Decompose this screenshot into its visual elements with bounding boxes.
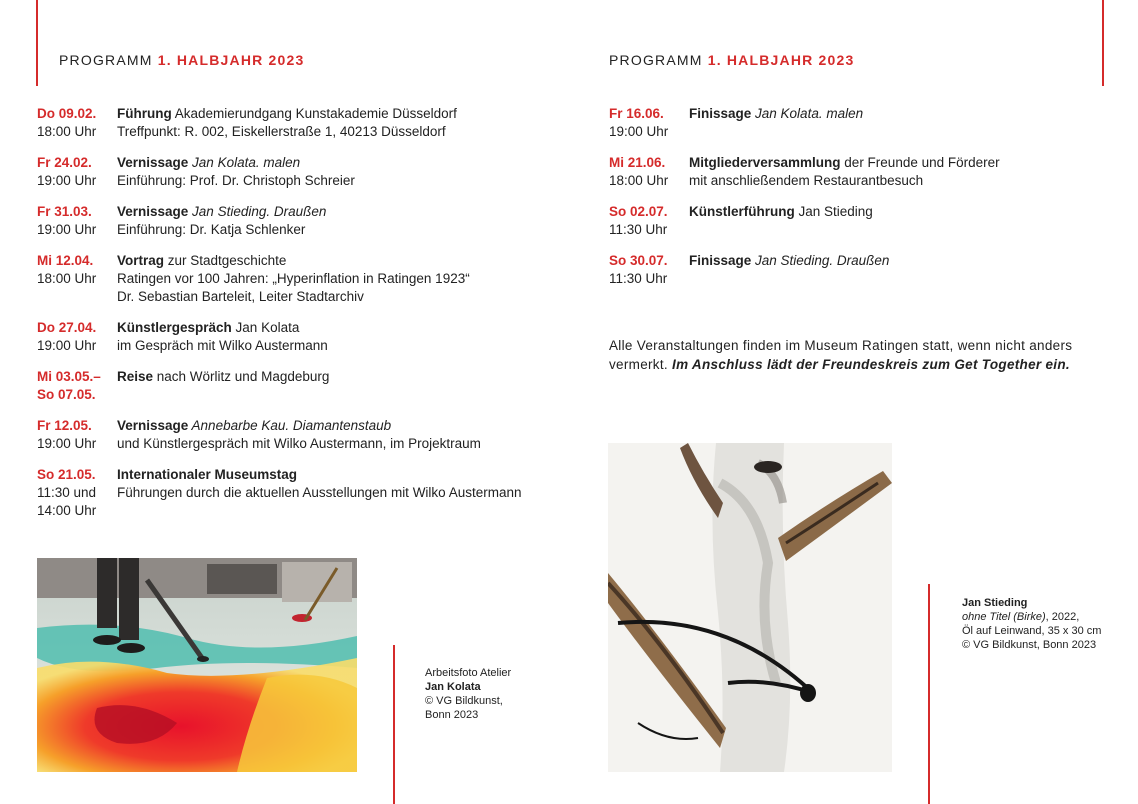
program-heading [59,52,305,68]
caption-artist: Jan Kolata [425,681,481,693]
event-title-line [117,466,547,484]
event-when [37,105,117,141]
caption-work-year: , 2022, [1045,611,1080,623]
event-item [37,368,547,404]
event-detail-line: im Gespräch mit Wilko Austermann [117,338,328,353]
event-exhibition-title: Jan Kolata. malen [751,106,864,121]
caption-year: Bonn 2023 [425,709,479,721]
caption-red-rule-left [393,645,395,804]
event-title-line [689,105,1119,123]
photo-caption-right [962,596,1101,652]
event-item [37,252,547,306]
venue-notice [609,336,1099,374]
event-time: 18:00 Uhr [609,173,669,188]
event-item [609,154,1119,190]
heading-prefix: PROGRAMM [59,52,153,68]
event-description [117,417,547,453]
event-title-rest: der Freunde und Förderer [840,155,1000,170]
event-date: Do 09.02. [37,106,97,121]
event-title-line [117,252,547,270]
caption-medium: Öl auf Leinwand, 35 x 30 cm [962,625,1102,637]
event-when [609,154,689,190]
event-title-line [117,368,547,386]
event-date: Fr 16.06. [609,106,664,121]
event-exhibition-title: Jan Stieding. Draußen [188,204,327,219]
right-page [569,0,1138,804]
event-when [609,105,689,141]
caption-artist: Jan Stieding [962,597,1028,609]
event-item [609,203,1119,239]
event-detail-line: mit anschließendem Restaurantbesuch [689,173,924,188]
event-title-line [117,319,547,337]
notice-text: Alle Veranstaltungen finden im Museum Ratingen statt, wenn nicht anders vermerkt. [609,338,1073,372]
event-when [37,252,117,306]
event-title-line [689,154,1119,172]
event-time: 19:00 Uhr [37,436,97,451]
event-title-rest: Akademierundgang Kunstakademie Düsseldorf [171,106,457,121]
event-date: Fr 24.02. [37,155,92,170]
event-time: 18:00 Uhr [37,271,97,286]
event-title-rest: zur Stadtgeschichte [164,253,287,268]
event-list [37,105,547,533]
event-title: Finissage [689,253,752,268]
event-title-rest: Jan Stieding [794,204,873,219]
event-time: 18:00 Uhr [37,124,97,139]
event-detail-line: Einführung: Dr. Katja Schlenker [117,222,306,237]
painting-floor-image [37,558,357,772]
event-date: So 02.07. [609,204,668,219]
event-date: Mi 03.05.– [37,369,101,384]
event-title: Künstlerführung [689,204,795,219]
event-title-line [117,154,547,172]
event-description [689,252,1119,288]
event-item [609,252,1119,288]
event-detail-line: und Künstlergespräch mit Wilko Austermann, im Projektraum [117,436,481,451]
event-when [37,154,117,190]
event-description [117,319,547,355]
event-when [37,319,117,355]
event-exhibition-title: Jan Stieding. Draußen [751,253,890,268]
event-item [37,466,547,520]
heading-highlight: 1. HALBJAHR 2023 [157,52,305,68]
event-title-line [689,203,1119,221]
event-time: 11:30 Uhr [609,271,668,286]
event-title: Vernissage [117,155,189,170]
event-time: 19:00 Uhr [37,222,97,237]
event-date: Fr 31.03. [37,204,92,219]
caption-red-rule-right [928,584,930,804]
event-when [609,203,689,239]
event-title: Vortrag [117,253,165,268]
event-date-end: So 07.05. [37,387,96,402]
notice-emphasis: Im Anschluss lädt der Freundeskreis zum Get Together ein. [672,357,1070,372]
program-heading-right [609,52,855,68]
event-description [117,203,547,239]
event-exhibition-title: Annebarbe Kau. Diamantenstaub [188,418,392,433]
event-description [117,466,547,520]
event-description [689,105,1119,141]
event-time: 19:00 Uhr [609,124,669,139]
event-date: Mi 12.04. [37,253,94,268]
event-title: Finissage [689,106,752,121]
event-item [609,105,1119,141]
event-time: 11:30 und [37,485,97,500]
event-title: Künstlergespräch [117,320,232,335]
caption-work [962,610,1101,624]
event-title-line [689,252,1119,270]
event-title: Führung [117,106,172,121]
event-date: So 21.05. [37,467,96,482]
event-detail-line: Treffpunkt: R. 002, Eiskellerstraße 1, 40213 Düsseldorf [117,124,446,139]
event-title: Vernissage [117,418,189,433]
event-title-line [117,105,547,123]
event-title-rest: nach Wörlitz und Magdeburg [153,369,330,384]
caption-work-title: ohne Titel (Birke) [962,611,1046,623]
event-date: Fr 12.05. [37,418,92,433]
top-red-rule-right [1102,0,1104,86]
event-list-right [609,105,1119,301]
caption-copyright: © VG Bildkunst, Bonn 2023 [962,639,1097,651]
event-title: Mitgliederversammlung [689,155,841,170]
event-when [37,203,117,239]
top-red-rule [36,0,38,86]
event-title-line [117,417,547,435]
event-item [37,105,547,141]
event-item [37,319,547,355]
event-item [37,154,547,190]
event-title: Reise [117,369,154,384]
event-description [117,368,547,404]
event-title: Vernissage [117,204,189,219]
heading-prefix: PROGRAMM [609,52,703,68]
event-date: Do 27.04. [37,320,97,335]
event-exhibition-title: Jan Kolata. malen [188,155,301,170]
event-detail-line: Ratingen vor 100 Jahren: „Hyperinflation in Ratingen 1923“ [117,271,470,286]
event-description [117,105,547,141]
event-description [689,203,1119,239]
event-title: Internationaler Museumstag [117,467,298,482]
event-when [37,466,117,520]
event-title-line [117,203,547,221]
atelier-photo [37,558,357,772]
event-detail-line: Dr. Sebastian Barteleit, Leiter Stadtarchiv [117,289,364,304]
event-when [37,368,117,404]
event-date: Mi 21.06. [609,155,666,170]
event-description [117,252,547,306]
caption-copyright: © VG Bildkunst, [425,695,503,707]
event-time-2: 14:00 Uhr [37,503,97,518]
heading-highlight: 1. HALBJAHR 2023 [707,52,855,68]
event-date: So 30.07. [609,253,668,268]
event-time: 19:00 Uhr [37,338,97,353]
event-when [609,252,689,288]
photo-caption-left [425,666,511,722]
event-description [117,154,547,190]
event-title-rest: Jan Kolata [231,320,300,335]
event-detail-line: Führungen durch die aktuellen Ausstellungen mit Wilko Austermann [117,485,522,500]
caption-line-1: Arbeitsfoto Atelier [425,667,512,679]
event-when [37,417,117,453]
event-time: 11:30 Uhr [609,222,668,237]
event-detail-line: Einführung: Prof. Dr. Christoph Schreier [117,173,355,188]
event-item [37,203,547,239]
birch-painting [608,443,892,772]
birch-painting-image [608,443,892,772]
event-item [37,417,547,453]
event-time: 19:00 Uhr [37,173,97,188]
event-description [689,154,1119,190]
